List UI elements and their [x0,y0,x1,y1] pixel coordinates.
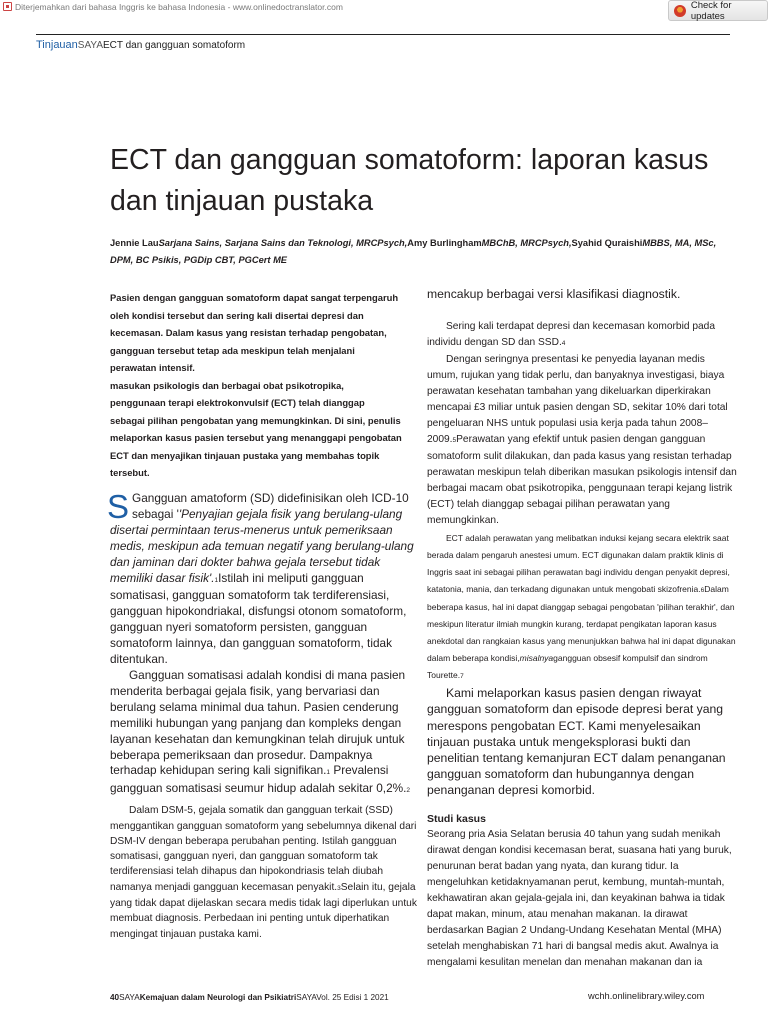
header-rule [36,34,730,35]
check-for-updates-button[interactable] [668,0,768,21]
body-paragraph: Seorang pria Asia Selatan berusia 40 tahun yang sudah menikah dirawat dengan kondisi kecemasan berat, suasana hati yang buruk, penurunan berat badan yang nyata, dan kurang tidur. Ia mengeluhkan ketidaknyamanan perut, kembung, muntah-muntah, kekhawatiran akan gejala-gejala ini, dan keyakinan bahwa ia tidak dapat makan, minum, atau menahan makanan. Ia dirawat berdasarkan Bagian 2 Undang-Undang Kesehatan Mental (MHA) setelah menghabiskan 71 hari di bangsal medis akut. Awalnya ia mengalami kesulitan menelan dan menahan makanan dan ia [427,828,732,968]
body-text: Sering kali terdapat depresi dan kecemasan komorbid pada individu dengan SD dan SSD. [427,321,715,349]
body-text: Dengan seringnya presentasi ke penyedia layanan medis umum, rujukan yang tidak perlu, dan banyaknya investigasi, biaya perawatan kesehatan tambahan yang dikeluarkan diperkirakan mencapai £3 miliar untuk pasien dengan SD, sekitar 10% dari total pengeluaran NHS untuk populasi usia kerja pada tahun 2008–2009. [427,354,728,446]
check-for-updates-label: Check for updates [690,0,732,22]
abstract [110,289,402,482]
body-text-italic: misalnya [519,653,554,664]
body-paragraph [427,530,737,685]
running-head-saya: SAYA [77,40,103,51]
running-head-topic: ECT dan gangguan somatoform [103,40,246,51]
reference-marker[interactable]: 3 [337,884,341,892]
reference-marker[interactable]: 1 [326,769,331,777]
author-credentials: MBChB, MRCPsych, [481,238,572,248]
author-credentials: Sarjana Sains, Sarjana Sains dan Teknologi, MRCPsych, [158,238,408,248]
body-paragraph [107,488,420,668]
crossmark-icon [674,5,686,17]
body-column-right [427,286,737,971]
author-name: Amy Burlingham [407,238,482,248]
body-text: Prevalensi gangguan somatisasi seumur hidup adalah sekitar 0,2%. [110,763,407,796]
drop-cap: S [107,488,130,525]
body-paragraph [110,803,420,942]
page-number: 40 [110,993,120,1002]
reference-marker[interactable]: 4 [561,340,566,348]
body-text: gangguan obsesif kompulsif dan sindrom Tourette. [427,653,708,681]
icd10-quote: 'Penyajian gejala fisik yang berulang-ulang disertai permintaan terus-menerus untuk pemeriksaan medis, meskipun ada temuan negatif yang berulang-ulang dan jaminan dari dokter bahwa gejala tersebut tidak memiliki dasar fisik'. [110,506,414,585]
footer-saya: SAYA [296,993,317,1002]
footer-url[interactable]: wchh.onlinelibrary.wiley.com [588,991,705,1001]
reference-marker[interactable]: 7 [460,673,464,681]
body-paragraph [110,668,420,799]
body-text: Dalam beberapa kasus, hal ini dapat dianggap sebagai pengobatan 'pilihan terakhir', dan meskipun literatur ilmiah mungkin kurang, terdapat pengikatan laporan kasus anekdotal dan rangkaian kasus yang menunjukkan bahwa hal ini dapat digunakan dalam beberapa kondisi, [427,584,736,664]
translator-notice [0,0,343,13]
author-credentials: MBBS, MA, MSc, DPM, BC Psikis, PGDip CBT, PGCert ME [110,238,717,265]
running-head [36,39,245,51]
document-icon [3,2,12,11]
section-heading: Studi kasus [427,812,486,825]
reference-marker[interactable]: 5 [452,437,457,445]
abstract-paragraph: masukan psikologis dan berbagai obat psikotropika, penggunaan terapi elektrokonvulsif (ECT) telah dianggap sebagai pilihan pengobatan yang memungkinkan. Di sini, penulis melaporkan kasus pasien tersebut yang menanggapi pengobatan ECT dan menyajikan tinjauan pustaka yang membahas topik tersebut. [110,379,402,478]
volume-info: Vol. 25 Edisi 1 2021 [316,993,389,1002]
body-text: Selain itu, gejala yang tidak dapat dijelaskan secara medis tidak lagi diperlukan untuk membuat diagnosis. Perbedaan ini penting untuk diperhatikan mengingat tinjauan pustaka kami. [110,881,417,940]
body-paragraph: Kami melaporkan kasus pasien dengan riwayat gangguan somatoform dan episode depresi berat yang merespons pengobatan ECT. Kami menyelesaikan tinjauan pustaka untuk mengeksplorasi bukti dan penelitian tentang kemanjuran ECT dalam penanganan gangguan somatoform dan hubungannya dengan penanganan depresi komorbid. [427,686,726,798]
footer-saya: SAYA [119,993,140,1002]
body-text: ECT adalah perawatan yang melibatkan induksi kejang secara elektrik saat berada dalam pengaruh anestesi umum. ECT digunakan dalam praktik klinis di Inggris saat ini sebagai pilihan perawatan bagi individu dengan penyakit depresi, katatonia, mania, dan terkadang digunakan untuk mengobati skizofrenia. [427,533,730,595]
reference-marker[interactable]: 1 [214,576,219,584]
body-paragraph: mencakup berbagai versi klasifikasi diagnostik. [427,287,681,301]
body-text: Istilah ini meliputi gangguan somatisasi, gangguan somatoform tak terdiferensiasi, gangguan hipokondriakal, disfungsi otonom somatoform, gangguan nyeri somatoform persisten, gangguan somatoform lainnya, dan gangguan somatoform, tidak ditentukan. [110,570,407,667]
journal-name: Kemajuan dalam Neurologi dan Psikiatri [139,993,297,1002]
translator-text[interactable]: Diterjemahkan dari bahasa Inggris ke bahasa Indonesia - www.onlinedoctranslator.com [15,1,343,12]
author-list [110,235,720,269]
body-text: Perawatan yang efektif untuk pasien dengan gangguan somatoform sulit dilakukan, dan pada kasus yang resistan terhadap perawatan meskipun telah diberikan masukan psikologis intensif dan berbagai macam obat psikotropika, penggunaan terapi kejang listrik (ECT) telah dianggap sebagai pilihan perawatan yang memungkinkan. [427,434,737,527]
running-head-section: Tinjauan [36,39,78,51]
reference-marker[interactable]: 6 [700,587,705,595]
body-text: Gangguan somatisasi adalah kondisi di mana pasien menderita berbagai gejala fisik, yang bervariasi dan berulang selama minimal dua tahun. Pasien cenderung memiliki hubungan yang panjang dan kompleks dengan layanan kesehatan dan kemungkinan telah dirujuk untuk beberapa pemeriksaan dan prosedur. Dampaknya terhadap kehidupan sering kali signifikan. [110,667,406,778]
body-text: Dalam DSM-5, gejala somatik dan gangguan terkait (SSD) menggantikan gangguan somatoform yang sebelumnya dikenal dari DSM-IV dengan beberapa perubahan penting. Istilah gangguan somatisasi, gangguan nyeri, dan gangguan somatoform tak terdiferensiasi telah dihapus dan hipokondriasis telah diubah namanya menjadi gangguan kecemasan penyakit. [110,805,417,893]
reference-marker[interactable]: 2 [406,787,411,795]
body-paragraph [427,319,737,352]
article-title: ECT dan gangguan somatoform: laporan kasus dan tinjauan pustaka [110,144,709,217]
author-name: Jennie Lau [110,238,159,248]
author-name: Syahid Quraishi [571,238,643,248]
body-paragraph [427,352,737,529]
footer-citation [110,993,389,1002]
abstract-paragraph: Pasien dengan gangguan somatoform dapat sangat terpengaruh oleh kondisi tersebut dan sering kali disertai depresi dan kecemasan. Dalam kasus yang resistan terhadap pengobatan, gangguan tersebut tetap ada meskipun telah menjalani perawatan intensif. [110,292,399,373]
body-text: Gangguan amatoform (SD) didefinisikan oleh ICD-10 sebagai ' [132,491,409,521]
body-column-left [107,488,420,942]
